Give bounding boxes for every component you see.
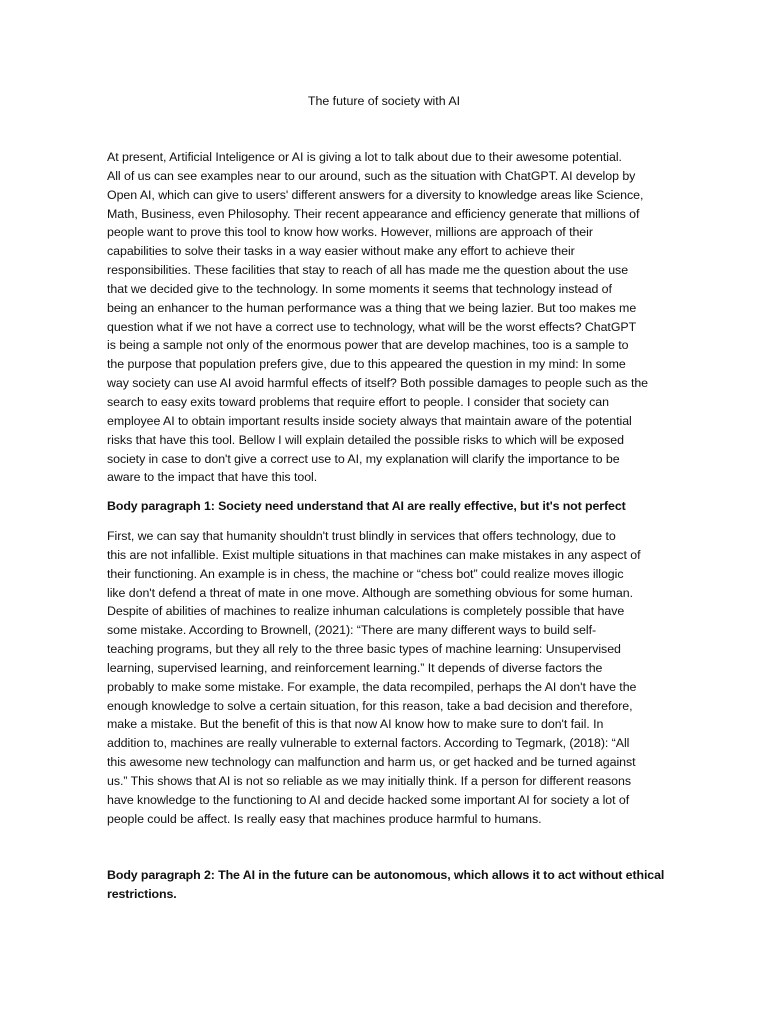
document-title: The future of society with AI [307,94,461,108]
text-line: make a mistake. But the benefit of this is that now AI know how to make sure to don't fail. In [107,717,604,732]
text-line: their functioning. An example is in chess, the machine or “chess bot” could realize moves illogic [107,566,624,581]
text-line: learning, supervised learning, and reinforcement learning.” It depends of diverse factors the [107,660,603,675]
text-line: some mistake. According to Brownell, (2021): “There are many different ways to build self- [107,623,597,638]
text-line: society in case to don't give a correct use to AI, my explanation will clarify the importance to be [107,451,620,466]
text-line: Math, Business, even Philosophy. Their recent appearance and efficiency generate that millions of [107,206,640,221]
text-line: employee AI to obtain important results inside society always that maintain aware of the potential [107,413,632,428]
text-line: people want to prove this tool to know how works. However, millions are approach of their [107,225,593,240]
text-line: All of us can see examples near to our around, such as the situation with ChatGPT. AI develop by [107,168,636,183]
text-line: Body paragraph 1: Society need understand that AI are really effective, but it's not perfect [107,499,626,513]
body-paragraph-2-heading [107,866,667,904]
text-line: responsibilities. These facilities that stay to reach of all has made me the question about the use [107,263,629,278]
text-line: search to easy exits toward problems that require effort to people. I consider that society can [107,394,609,409]
text-line: enough knowledge to solve a certain situation, for this reason, take a bad decision and therefore, [107,698,633,713]
text-line: us.” This shows that AI is not so reliable as we may initially think. If a person for different reasons [107,773,631,788]
text-line: Open AI, which can give to users' different answers for a diversity to knowledge areas like Science, [107,187,644,202]
text-line: addition to, machines are really vulnerable to external factors. According to Tegmark, (2018): “All [107,736,630,751]
text-line: aware to the impact that have this tool. [107,470,318,485]
text-line: that we decided give to the technology. In some moments it seems that technology instead of [107,281,612,296]
text-line: restrictions. [107,886,177,901]
text-line: At present, Artificial Inteligence or AI is giving a lot to talk about due to their awesome potential. [107,150,622,164]
text-line: this awesome new technology can malfunction and harm us, or get hacked and be turned against [107,755,636,770]
text-line: this are not infallible. Exist multiple situations in that machines can make mistakes in any aspect of [107,547,641,562]
text-line: being an enhancer to the human performance was a thing that we being lazier. But too makes me [107,300,637,315]
text-line: probably to make some mistake. For example, the data recompiled, perhaps the AI don't have the [107,679,637,694]
text-line: Body paragraph 2: The AI in the future can be autonomous, which allows it to act without ethical [107,868,665,882]
body-paragraph-1 [107,527,667,829]
text-line: question what if we not have a correct use to technology, what will be the worst effects? ChatGPT [107,319,637,334]
text-line: people could be affect. Is really easy that machines produce harmful to humans. [107,811,542,826]
text-line: have knowledge to the functioning to AI and decide hacked some important AI for society a lot of [107,792,630,807]
text-line: the purpose that population prefers give, due to this appeared the question in my mind: In some [107,357,626,372]
text-line: like don't defend a threat of mate in one move. Although are something obvious for some human. [107,585,633,600]
text-line: teaching programs, but they all rely to the three basic types of machine learning: Unsupervised [107,642,621,657]
text-line: is being a sample not only of the enormous power that are develop machines, too is a sample to [107,338,629,353]
text-line: First, we can say that humanity shouldn't trust blindly in services that offers technology, due to [107,529,616,543]
text-line: Despite of abilities of machines to realize inhuman calculations is completely possible that have [107,604,625,619]
text-line: risks that have this tool. Bellow I will explain detailed the possible risks to which will be exposed [107,432,624,447]
text-line: capabilities to solve their tasks in a way easier without make any effort to achieve their [107,244,575,259]
text-line: way society can use AI avoid harmful effects of itself? Both possible damages to people such as the [107,376,649,391]
body-paragraph-1-heading [107,497,667,516]
intro-paragraph [107,148,667,487]
